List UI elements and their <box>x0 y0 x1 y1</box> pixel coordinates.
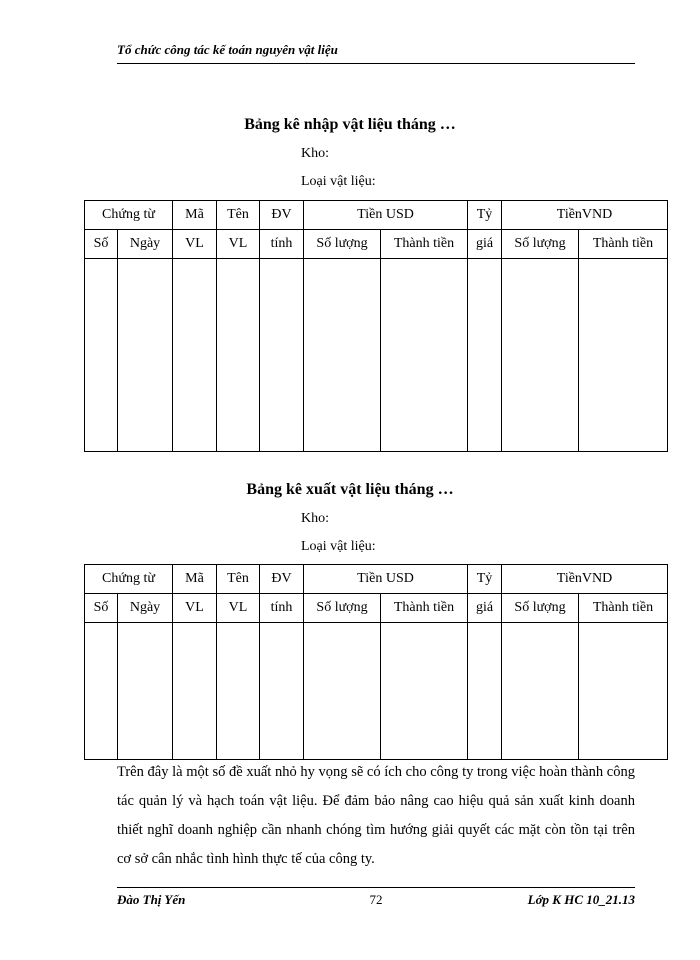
page-footer <box>117 887 635 912</box>
col-ten: Tên <box>217 565 260 594</box>
paragraph-text: Trên đây là một số đề xuất nhỏ hy vọng sẽ có ích cho công ty trong việc hoàn thành công tác quản lý và hạch toán vật liệu. Để đảm bảo nâng cao hiệu quả sản xuất kinh doanh thiết nghĩ doanh nghiệp cần nhanh chóng tìm hướng giải quyết các mặt còn tồn tại trên cơ sở cân nhắc tình hình thực tế của công ty. <box>117 764 635 867</box>
col-so-luong-vnd: Số lượng <box>502 594 579 623</box>
header-row-1 <box>85 201 668 230</box>
col-gia: giá <box>468 594 502 623</box>
col-so-luong-usd: Số lượng <box>304 594 381 623</box>
col-tien-usd: Tiền USD <box>304 565 468 594</box>
col-tien-usd: Tiền USD <box>304 201 468 230</box>
header-row-2 <box>85 230 668 259</box>
col-vl-ten: VL <box>217 230 260 259</box>
col-ngay: Ngày <box>118 594 173 623</box>
col-vl-ten: VL <box>217 594 260 623</box>
table2-kho-label: Kho: <box>301 511 329 526</box>
table1-loai-label: Loại vật liệu: <box>301 174 376 189</box>
col-dv: ĐV <box>260 201 304 230</box>
col-chung-tu: Chứng từ <box>85 201 173 230</box>
col-ma: Mã <box>173 201 217 230</box>
col-gia: giá <box>468 230 502 259</box>
col-dv: ĐV <box>260 565 304 594</box>
col-thanh-tien-vnd: Thành tiền <box>579 594 668 623</box>
col-ngay: Ngày <box>118 230 173 259</box>
page-header: Tổ chức công tác kế toán nguyên vật liệu <box>117 42 635 64</box>
col-vl-ma: VL <box>173 594 217 623</box>
col-so: Số <box>85 594 118 623</box>
col-tinh: tính <box>260 594 304 623</box>
col-ty: Tỷ <box>468 565 502 594</box>
import-table <box>84 200 668 452</box>
table1-title: Bảng kê nhập vật liệu tháng … <box>244 116 456 133</box>
header-row-1 <box>85 565 668 594</box>
table-body-row <box>85 259 668 452</box>
page-number: 72 <box>369 892 383 907</box>
col-ty: Tỷ <box>468 201 502 230</box>
col-thanh-tien-vnd: Thành tiền <box>579 230 668 259</box>
col-thanh-tien-usd: Thành tiền <box>381 594 468 623</box>
export-table <box>84 564 668 760</box>
col-vl-ma: VL <box>173 230 217 259</box>
table-body-row <box>85 623 668 760</box>
conclusion-paragraph <box>117 758 635 874</box>
col-so-luong-usd: Số lượng <box>304 230 381 259</box>
col-tien-vnd: TiềnVND <box>502 565 668 594</box>
col-tinh: tính <box>260 230 304 259</box>
col-tien-vnd: TiềnVND <box>502 201 668 230</box>
col-so: Số <box>85 230 118 259</box>
footer-author: Đào Thị Yến <box>117 892 186 907</box>
col-ten: Tên <box>217 201 260 230</box>
col-thanh-tien-usd: Thành tiền <box>381 230 468 259</box>
table1-kho-label: Kho: <box>301 146 329 161</box>
col-ma: Mã <box>173 565 217 594</box>
table2-title: Bảng kê xuất vật liệu tháng … <box>246 481 454 498</box>
col-so-luong-vnd: Số lượng <box>502 230 579 259</box>
footer-class: Lớp K HC 10_21.13 <box>527 892 635 907</box>
table2-loai-label: Loại vật liệu: <box>301 539 376 554</box>
header-row-2 <box>85 594 668 623</box>
col-chung-tu: Chứng từ <box>85 565 173 594</box>
